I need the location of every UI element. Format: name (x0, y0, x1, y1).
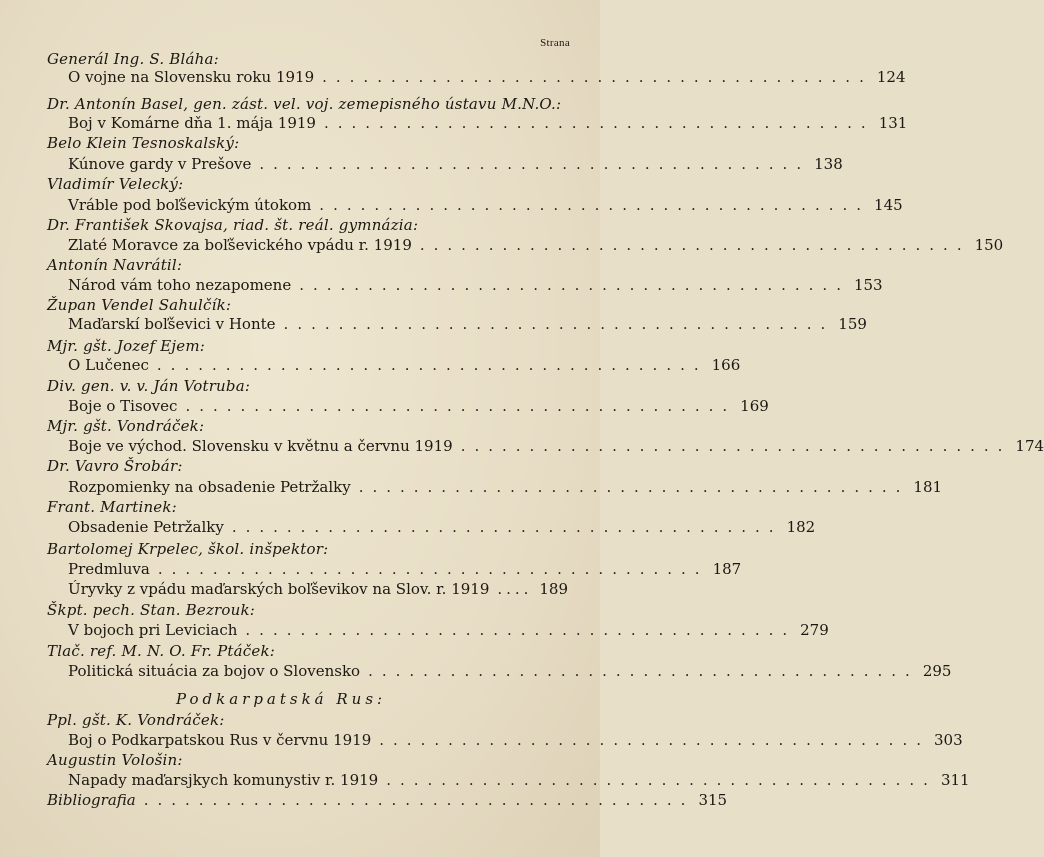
entry-page-number: 181 (913, 478, 943, 496)
entry-title: Boje ve východ. Slovensku v květnu a červnu 1919 (68, 437, 453, 455)
entry-title: V bojoch pri Leviciach (68, 621, 238, 639)
strana-header: Strana (540, 37, 570, 49)
entry-author: Dr. Antonín Basel, gen. zást. vel. voj. zemepisného ústavu M.N.O.: (47, 95, 562, 113)
entry-author: Div. gen. v. v. Ján Votruba: (47, 377, 251, 395)
entry-author: Tlač. ref. M. N. O. Fr. Ptáček: (47, 642, 275, 660)
entry-page-number: 150 (974, 236, 1004, 254)
entry-title-line (68, 580, 568, 598)
leader-dots: ........................................ (358, 478, 910, 496)
leader-dots: ........................................ (323, 114, 875, 132)
entry-author: Augustin Vološin: (47, 751, 183, 769)
leader-dots: ........................................ (460, 437, 1012, 455)
entry-page-number: 131 (878, 114, 908, 132)
leader-dots: .... (497, 580, 533, 598)
entry-page-number: 124 (876, 68, 906, 86)
entry-title-line (68, 731, 963, 749)
entry-author: Frant. Martinek: (47, 498, 177, 516)
entry-author: Belo Klein Tesnoskalský: (47, 134, 240, 152)
leader-dots: ........................................ (143, 791, 695, 809)
entry-title-line (68, 662, 952, 680)
leader-dots: ........................................ (419, 236, 971, 254)
entry-page-number: 182 (786, 518, 816, 536)
entry-title: Kúnove gardy v Prešove (68, 155, 252, 173)
entry-page-number: 159 (838, 315, 867, 333)
entry-title: Politická situácia za bojov o Slovensko (68, 662, 361, 680)
entry-author: Antonín Navrátil: (47, 256, 183, 274)
entry-title: Napady maďarsjkych komunystiv r. 1919 (68, 771, 379, 789)
entry-title-line (68, 397, 769, 415)
entry-title: Obsadenie Petržalky (68, 518, 224, 536)
entry-title: Národ vám toho nezapomene (68, 276, 292, 294)
entry-page-number: 303 (934, 731, 963, 749)
entry-author: Bartolomej Krpelec, škol. inšpektor: (47, 540, 329, 558)
section-heading: Podkarpatská Rus: (176, 690, 387, 708)
entry-title: Predmluva (68, 560, 150, 578)
entry-title: Zlaté Moravce za boľševického vpádu r. 1919 (68, 236, 412, 254)
entry-title-line (68, 356, 741, 374)
entry-page-number: 189 (539, 580, 568, 598)
entry-title: O vojne na Slovensku roku 1919 (68, 68, 315, 86)
leader-dots: ........................................ (185, 397, 737, 415)
entry-title: Boj o Podkarpatskou Rus v červnu 1919 (68, 731, 372, 749)
entry-author: Župan Vendel Sahulčík: (47, 296, 232, 314)
entry-title: Vráble pod boľševickým útokom (68, 196, 312, 214)
entry-title-line (68, 771, 970, 789)
leader-dots: ........................................ (156, 356, 708, 374)
entry-title: Úryvky z vpádu maďarských boľševikov na Slov. r. 1919 (68, 580, 490, 598)
leader-dots: ........................................ (259, 155, 811, 173)
entry-title-line (68, 114, 908, 132)
entry-author: Škpt. pech. Stan. Bezrouk: (47, 601, 256, 619)
entry-title: O Lučenec (68, 356, 149, 374)
entry-page-number: 153 (853, 276, 883, 294)
entry-title-line (68, 315, 867, 333)
bibliography-line (47, 791, 728, 809)
entry-title-line (68, 518, 816, 536)
entry-page-number: 169 (740, 397, 769, 415)
leader-dots: ........................................ (299, 276, 850, 294)
entry-author: Dr. Vavro Šrobár: (47, 457, 183, 475)
entry-title-line (68, 621, 829, 639)
entry-page-number: 311 (940, 771, 970, 789)
entry-page-number: 166 (711, 356, 741, 374)
leader-dots: ........................................ (379, 731, 930, 749)
entry-author: Generál Ing. S. Bláha: (47, 50, 219, 68)
entry-page-number: 145 (874, 196, 903, 214)
entry-author: Mjr. gšt. Vondráček: (47, 417, 205, 435)
entry-author: Ppl. gšt. K. Vondráček: (47, 711, 225, 729)
entry-title: Boj v Komárne dňa 1. mája 1919 (68, 114, 316, 132)
entry-title-line (68, 276, 883, 294)
entry-title-line (68, 478, 943, 496)
entry-author: Dr. František Skovajsa, riad. št. reál. gymnázia: (47, 216, 419, 234)
leader-dots: ........................................ (368, 662, 919, 680)
bibliography-label: Bibliografia (47, 791, 136, 809)
entry-author: Mjr. gšt. Jozef Ejem: (47, 337, 206, 355)
entry-title: Rozpomienky na obsadenie Petržalky (68, 478, 351, 496)
entry-page-number: 174 (1015, 437, 1044, 455)
leader-dots: ........................................ (283, 315, 835, 333)
entry-title-line (68, 437, 1044, 455)
entry-title: Maďarskí boľševici v Honte (68, 315, 276, 333)
entry-page-number: 295 (922, 662, 952, 680)
leader-dots: ........................................ (231, 518, 783, 536)
leader-dots: ........................................ (245, 621, 797, 639)
leader-dots: ........................................ (157, 560, 709, 578)
entry-page-number: 279 (800, 621, 829, 639)
entry-title-line (68, 196, 903, 214)
leader-dots: ........................................ (322, 68, 873, 86)
leader-dots: ........................................ (319, 196, 871, 214)
entry-page-number: 187 (712, 560, 742, 578)
entry-title-line (68, 560, 742, 578)
entry-title-line (68, 236, 1004, 254)
leader-dots: ........................................ (386, 771, 937, 789)
bibliography-page-number: 315 (698, 791, 728, 809)
entry-author: Vladimír Velecký: (47, 175, 184, 193)
entry-title-line (68, 68, 906, 86)
entry-page-number: 138 (814, 155, 843, 173)
entry-title: Boje o Tisovec (68, 397, 178, 415)
entry-title-line (68, 155, 843, 173)
